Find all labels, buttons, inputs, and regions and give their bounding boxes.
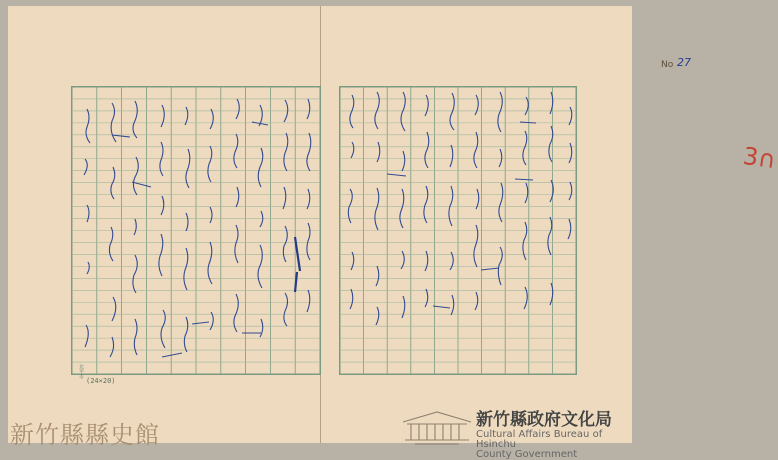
bureau-subtitle-line-1: Cultural Affairs Bureau of Hsinchu	[476, 429, 603, 450]
left-page	[8, 6, 321, 443]
document-spread	[8, 6, 778, 443]
red-side-mark: 3∩	[741, 141, 778, 175]
right-manuscript-grid	[339, 86, 577, 375]
left-side-note: 北平市	[78, 364, 84, 379]
bureau-subtitle-line-2: County Government	[476, 449, 578, 460]
page-number-label: No	[661, 60, 674, 70]
building-logo	[395, 406, 479, 448]
grid-size-label: (24×20)	[86, 377, 116, 385]
right-page	[321, 6, 778, 443]
right-grid-lines	[340, 87, 576, 374]
right-watermark	[476, 405, 640, 460]
page-number-value: 27	[677, 56, 691, 69]
left-grid-lines	[72, 87, 320, 374]
bureau-title: 新竹縣政府文化局	[476, 410, 612, 430]
left-watermark: 新竹縣縣史館	[10, 421, 160, 449]
left-manuscript-grid	[71, 86, 321, 375]
